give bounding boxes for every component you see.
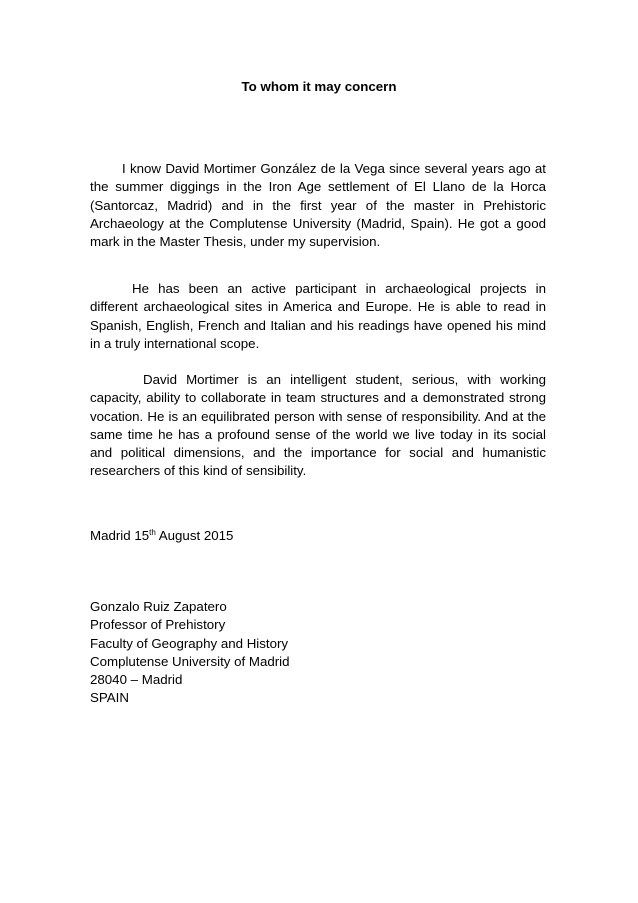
paragraph-experience: He has been an active participant in archaeological projects in different archaeological sites in America and Europe. He is able to read in Spanish, English, French and Italian and his readings have opened his mind in a truly international scope. [90, 281, 546, 351]
date-prefix: Madrid 15 [90, 528, 150, 543]
signature-block [90, 598, 290, 708]
letter-title: To whom it may concern [241, 79, 397, 94]
paragraph-character: David Mortimer is an intelligent student, serious, with working capacity, ability to collaborate in team structures and a demonstrated strong vocation. He is an equilibrated person with sense of responsibility. And at the same time he has a profound sense of the world we live today in its social and political dimensions, and the importance for social and humanistic researchers of this kind of sensibility. [90, 372, 546, 479]
paragraph-introduction: I know David Mortimer González de la Vega since several years ago at the summer diggings in the Iron Age settlement of El Llano de la Horca (Santorcaz, Madrid) and in the first year of the master in Prehistoric Archaeology at the Complutense University (Madrid, Spain). He got a good mark in the Master Thesis, under my supervision. [90, 161, 546, 250]
signer-country: SPAIN [90, 690, 129, 706]
letter-date [90, 527, 233, 545]
signer-position: Professor of Prehistory [90, 617, 226, 633]
date-suffix: August 2015 [155, 528, 234, 543]
date-ordinal-suffix: th [149, 528, 156, 537]
signer-name: Gonzalo Ruiz Zapatero [90, 599, 227, 614]
signer-university: Complutense University of Madrid [90, 653, 290, 669]
signer-faculty: Faculty of Geography and History [90, 635, 289, 651]
signer-postal-address: 28040 – Madrid [90, 672, 183, 688]
